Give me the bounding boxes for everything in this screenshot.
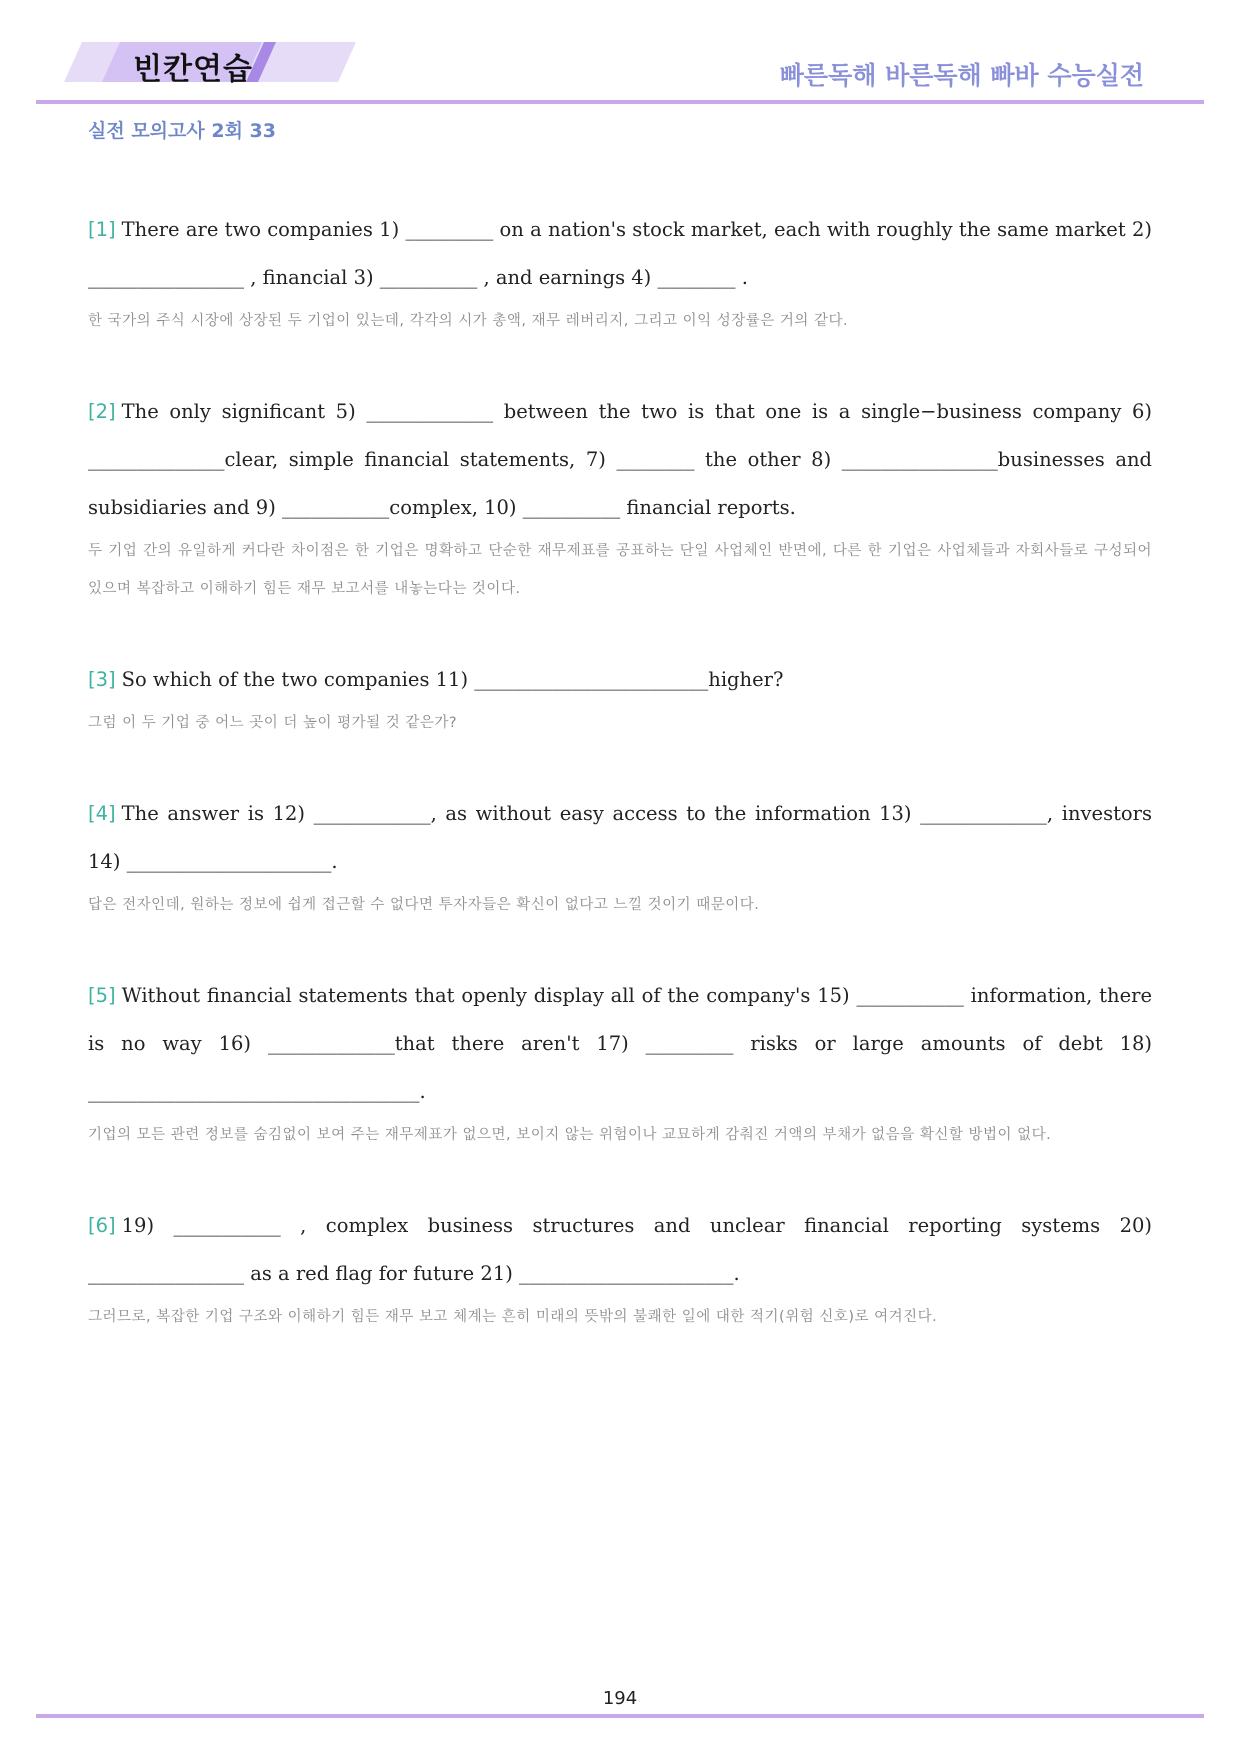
answer-blank[interactable]: ________________ [841, 448, 998, 471]
sentence-text: The answer is 12) [121, 802, 314, 825]
paragraph-number: [3] [88, 668, 116, 691]
korean-translation: 기업의 모든 관련 정보를 숨김없이 보여 주는 재무제표가 없으면, 보이지 않는 위험이나 교묘하게 감춰진 거액의 부채가 없음을 확신할 방법이 없다. [88, 1127, 1052, 1143]
paragraph-number: [2] [88, 400, 116, 423]
sentence-text: clear, simple financial statements, 7) [224, 448, 617, 471]
korean-translation: 답은 전자인데, 원하는 정보에 쉽게 접근할 수 없다면 투자자들은 확신이 없다고 느낄 것이기 때문이다. [88, 897, 760, 913]
paragraph-block-5 [88, 972, 1152, 1154]
answer-blank[interactable]: _____________ [920, 802, 1047, 825]
sentence-text: , and earnings 4) [477, 266, 658, 289]
korean-translation: 그러므로, 복잡한 기업 구조와 이해하기 힘든 재무 보고 체계는 흔히 미래의 뜻밖의 불쾌한 일에 대한 적기(위험 신호)로 여겨진다. [88, 1309, 938, 1325]
answer-blank[interactable]: ________________________ [474, 668, 709, 691]
answer-blank[interactable]: _____________________ [126, 850, 332, 873]
answer-blank[interactable]: __________ [379, 266, 478, 289]
answer-blank[interactable]: _____________ [366, 400, 494, 423]
answer-blank[interactable]: ___________ [282, 496, 390, 519]
sentence-text: . [735, 266, 748, 289]
answer-blank[interactable]: _________ [405, 218, 494, 241]
korean-translation: 한 국가의 주식 시장에 상장된 두 기업이 있는데, 각각의 시가 총액, 재무 레버리지, 그리고 이익 성장률은 거의 같다. [88, 313, 849, 329]
english-sentence [88, 972, 1152, 1116]
header-divider [36, 100, 1204, 104]
sentence-text: So which of the two companies 11) [121, 668, 475, 691]
sentence-text: as a red flag for future 21) [244, 1262, 520, 1285]
sentence-text: complex, 10) [389, 496, 523, 519]
paragraph-block-4 [88, 790, 1152, 924]
sentence-text: , complex business structures and unclear financial reporting systems 20) [280, 1214, 1152, 1237]
english-sentence [88, 388, 1152, 532]
paragraph-number: [1] [88, 218, 116, 241]
english-sentence [88, 656, 1152, 704]
answer-blank[interactable]: _________ [645, 1032, 734, 1055]
sentence-text: the other 8) [694, 448, 842, 471]
page-number: 194 [602, 1688, 638, 1709]
sentence-text: Without financial statements that openly display all of the company's 15) [121, 984, 857, 1007]
sentence-text: The only significant 5) [121, 400, 367, 423]
passage-content [88, 206, 1152, 1384]
book-title: 빠른독해 바른독해 빠바 수능실전 [779, 61, 1144, 90]
english-sentence [88, 790, 1152, 886]
footer-divider [36, 1714, 1204, 1718]
korean-translation: 그럼 이 두 기업 중 어느 곳이 더 높이 평가될 것 같은가? [88, 715, 458, 731]
answer-blank[interactable]: ____________ [313, 802, 431, 825]
paragraph-number: [4] [88, 802, 116, 825]
sentence-text: that there aren't 17) [394, 1032, 646, 1055]
sentence-text: . [331, 850, 338, 873]
paragraph-number: [6] [88, 1214, 116, 1237]
answer-blank[interactable]: ________ [616, 448, 695, 471]
answer-blank[interactable]: __________ [522, 496, 621, 519]
sentence-text: , as without easy access to the information 13) [430, 802, 921, 825]
paragraph-block-2 [88, 388, 1152, 608]
sentence-text: , investors 14) [88, 802, 1153, 873]
sentence-text: risks or large amounts of debt 18) [733, 1032, 1152, 1055]
answer-blank[interactable]: ______________________ [519, 1262, 734, 1285]
sentence-text: businesses and subsidiaries and 9) [88, 448, 1153, 519]
answer-blank[interactable]: ________________ [88, 266, 244, 289]
answer-blank[interactable]: ___________ [856, 984, 964, 1007]
sentence-text: . [733, 1262, 740, 1285]
answer-blank[interactable]: ___________ [173, 1214, 281, 1237]
exam-subtitle: 실전 모의고사 2회 33 [88, 120, 276, 142]
sentence-text: information, there is no way 16) [88, 984, 1152, 1055]
answer-blank[interactable]: _____________ [267, 1032, 395, 1055]
english-sentence [88, 206, 1152, 302]
sentence-text: between the two is that one is a single−business company 6) [493, 400, 1152, 423]
sentence-text: financial reports. [620, 496, 796, 519]
answer-blank[interactable]: ________ [657, 266, 736, 289]
sentence-text: , financial 3) [244, 266, 380, 289]
section-title: 빈칸연습 [133, 52, 253, 87]
korean-translation: 두 기업 간의 유일하게 커다란 차이점은 한 기업은 명확하고 단순한 재무제표를 공표하는 단일 사업체인 반면에, 다른 한 기업은 사업체들과 자회사들로 구성되어 있으며 복잡하고 이해하기 힘든 재무 보고서를 내놓는다는 것이다. [88, 543, 1152, 597]
paragraph-block-3 [88, 656, 1152, 742]
paragraph-number: [5] [88, 984, 116, 1007]
answer-blank[interactable]: ________________ [88, 1262, 244, 1285]
paragraph-block-6 [88, 1202, 1152, 1336]
answer-blank[interactable]: ______________ [88, 448, 225, 471]
answer-blank[interactable]: __________________________________ [88, 1080, 420, 1103]
english-sentence [88, 1202, 1152, 1298]
sentence-text: 19) [121, 1214, 174, 1237]
paragraph-block-1 [88, 206, 1152, 340]
sentence-text: higher? [708, 668, 784, 691]
sentence-text: There are two companies 1) [121, 218, 406, 241]
sentence-text: . [419, 1080, 426, 1103]
sentence-text: on a nation's stock market, each with roughly the same market 2) [493, 218, 1152, 241]
